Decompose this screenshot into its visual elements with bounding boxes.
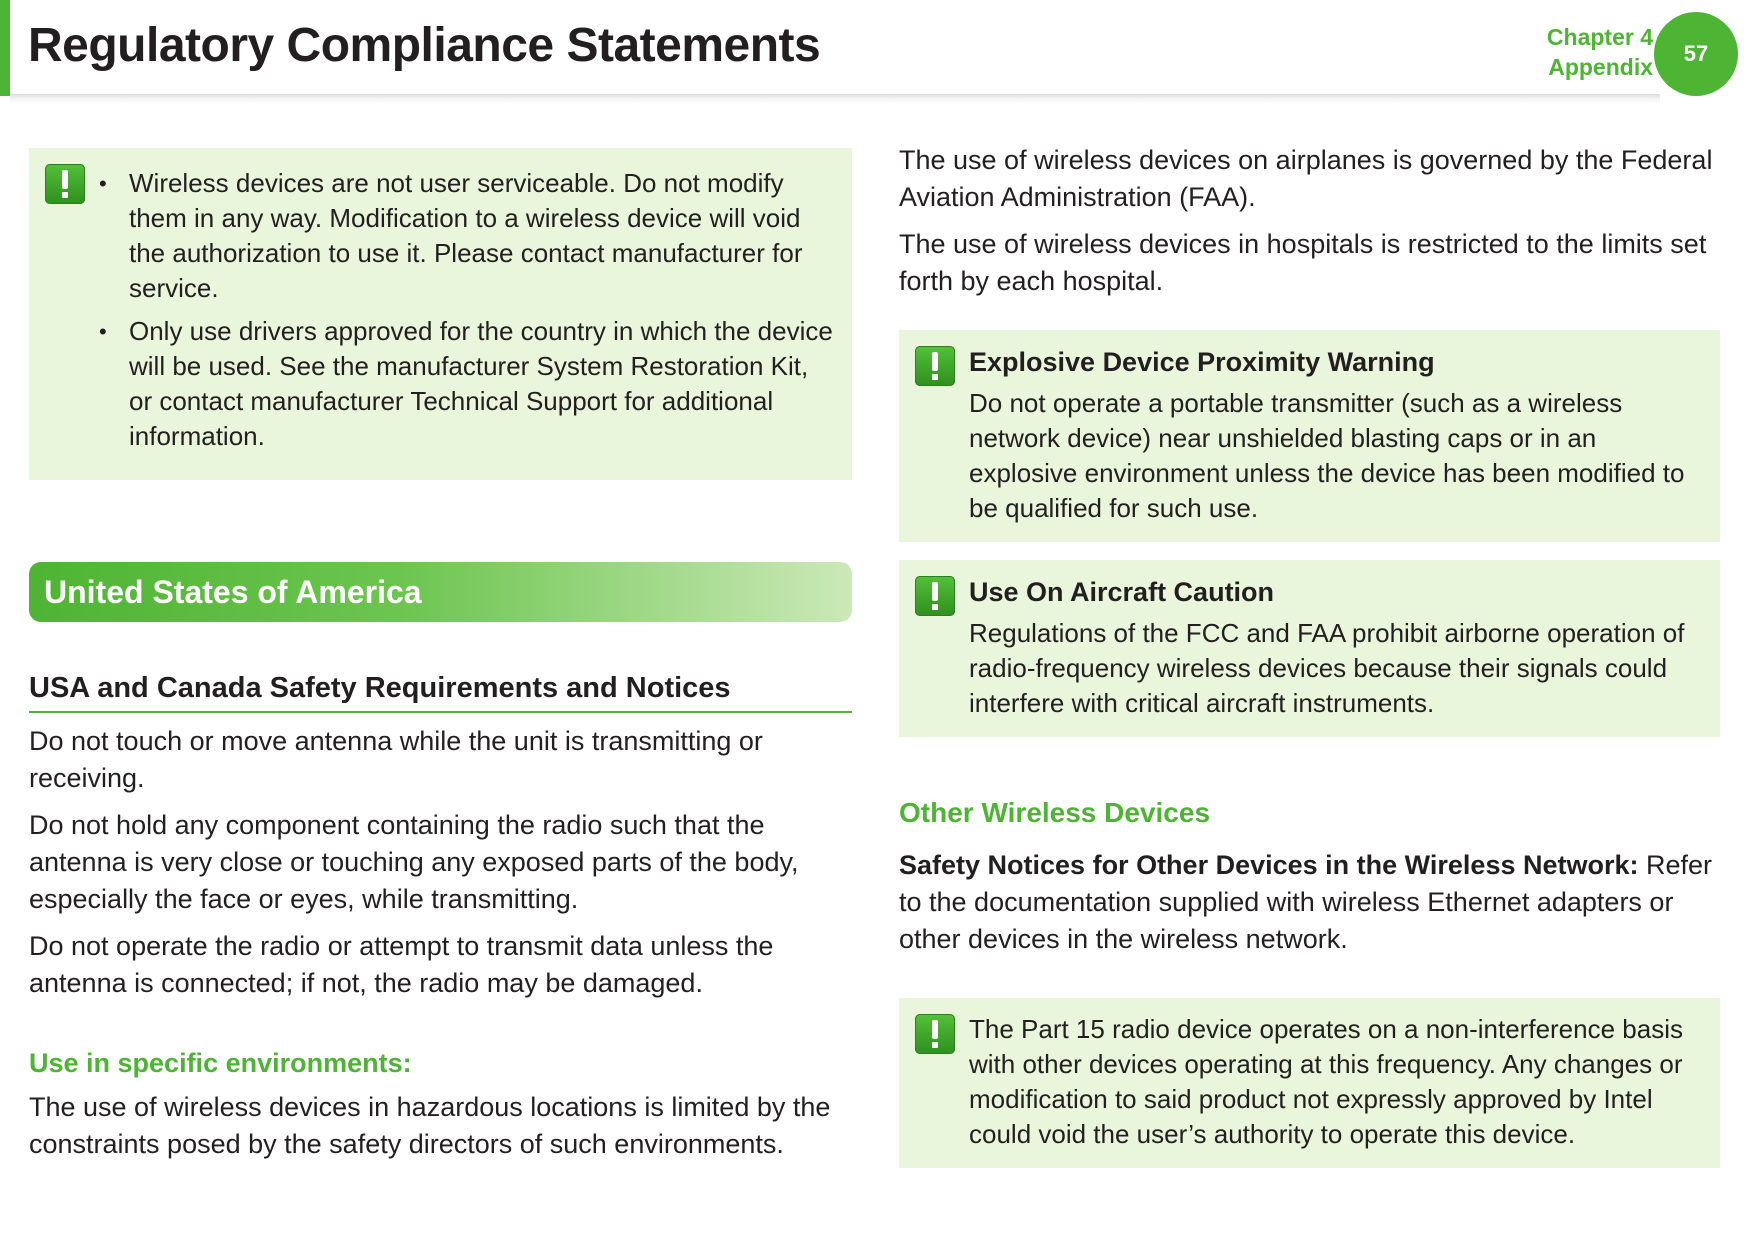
other-devices-heading: Other Wireless Devices [899,797,1211,828]
exclamation-icon [915,346,955,386]
paragraph: The use of wireless devices on airplanes is governed by the Federal Aviation Administration (FAA). [899,145,1713,212]
header-accent-bar [0,0,10,96]
paragraph: Do not hold any component containing the radio such that the antenna is very close or touching any exposed parts of the body, especially the face or eyes, while transmitting. [29,810,799,914]
chapter-label [1547,22,1653,82]
left-column [29,148,852,1163]
paragraph: The use of wireless devices in hazardous locations is limited by the constraints posed by the safety directors of such environments. [29,1092,831,1159]
chapter-number: Chapter 4 [1546,24,1653,50]
explosive-warning-box [899,330,1720,542]
exclamation-icon [915,1014,955,1054]
paragraph: Do not operate the radio or attempt to transmit data unless the antenna is connected; if not, the radio may be damaged. [29,931,774,998]
aircraft-caution-box [899,560,1720,737]
page-number-badge: 57 [1654,12,1738,96]
environments-heading: Use in specific environments: [29,1048,412,1078]
exclamation-icon [45,164,85,204]
part15-note-box [899,998,1720,1168]
paragraph: Do not touch or move antenna while the unit is transmitting or receiving. [29,726,763,793]
note-bullet-list [99,166,834,454]
safety-notice-paragraph [899,847,1720,958]
note-text: Do not operate a portable transmitter (such as a wireless network device) near unshielded blasting caps or in an explosive environment unless the device has been modified to be qualified for such use. [969,388,1685,523]
section-title-bar: United States of America [29,562,852,622]
note-title: Use On Aircraft Caution [969,577,1275,607]
list-item: • Only use drivers approved for the country in which the device will be used. See the manufacturer System Restoration Kit, or contact manufacturer Technical Support for additional information. [129,314,834,454]
exclamation-icon [915,576,955,616]
note-text: Regulations of the FCC and FAA prohibit airborne operation of radio-frequency wireless devices because their signals could interfere with critical aircraft instruments. [969,618,1685,718]
paragraph: The use of wireless devices in hospitals is restricted to the limits set forth by each hospital. [899,229,1707,296]
chapter-section: Appendix [1548,54,1653,80]
wireless-note-box [29,148,852,480]
note-title: Explosive Device Proximity Warning [969,347,1435,377]
right-column [899,142,1720,1168]
list-item: • Wireless devices are not user serviceable. Do not modify them in any way. Modification to a wireless device will void the authorization to use it. Please contact manufacturer for service. [129,166,834,306]
note-text: The Part 15 radio device operates on a non-interference basis with other devices operating at this frequency. Any changes or modification to said product not expressly approved by Intel could void the user’s authority to operate this device. [969,1014,1683,1149]
header-divider [10,94,1660,104]
safety-notice-label: Safety Notices for Other Devices in the Wireless Network: [899,850,1639,880]
subsection-heading: USA and Canada Safety Requirements and Notices [29,672,852,713]
page-title: Regulatory Compliance Statements [28,19,821,72]
safety-notice-text: Refer to the documentation supplied with wireless Ethernet adapters or other devices in the wireless network. [899,850,1713,954]
